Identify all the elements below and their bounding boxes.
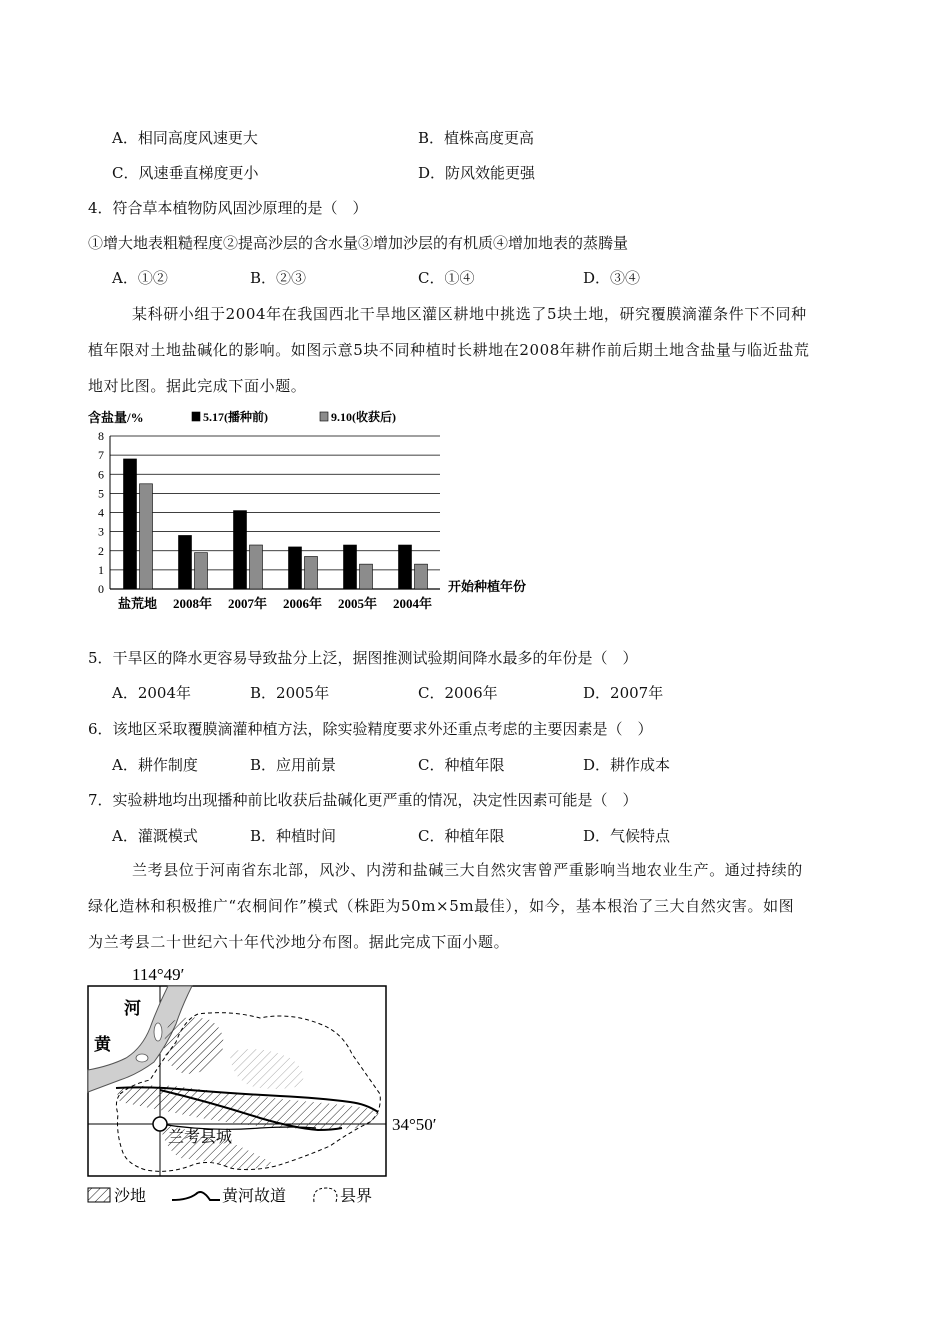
river-label-1: 河 [124,999,141,1018]
q7-option-c: C．种植年限 [418,827,505,845]
q4-stem: 4．符合草本植物防风固沙原理的是（ ） [88,199,368,217]
bar-after-harvest [360,564,373,589]
y-tick-label: 5 [98,486,104,501]
legend-channel-swatch [172,1192,220,1200]
passage-3-line-1: 兰考县位于河南省东北部，风沙、内涝和盐碱三大自然灾害曾严重影响当地农业生产。通过持续的 [132,861,803,879]
legend-swatch [320,412,328,421]
bar-before-sowing [344,545,357,589]
q4-option-d: D．③④ [583,269,641,287]
y-tick-label: 2 [98,543,104,558]
y-tick-label: 3 [98,524,104,539]
x-axis-label: 开始种植年份 [448,579,527,594]
legend-label: 9.10(收获后) [331,410,396,424]
q6-option-a: A．耕作制度 [112,756,198,774]
y-axis-label: 含盐量/% [88,410,144,425]
bar-before-sowing [124,459,137,589]
q6-option-d: D．耕作成本 [583,756,671,774]
longitude-label: 114°49′ [132,965,185,984]
x-tick-label: 2007年 [227,596,268,611]
bar-after-harvest [140,484,153,589]
sand-area-light [230,1049,303,1089]
y-tick-label: 0 [98,582,104,596]
bar-before-sowing [399,545,412,589]
river-island [136,1054,148,1062]
city-label: 兰考县城 [168,1129,233,1146]
bar-before-sowing [289,547,302,589]
q7-stem: 7．实验耕地均出现播种前比收获后盐碱化更严重的情况，决定性因素可能是（ ） [88,791,638,809]
bar-before-sowing [234,511,247,589]
bar-after-harvest [415,564,428,589]
city-marker [153,1117,167,1131]
q7-option-d: D．气候特点 [583,827,671,845]
passage-3-line-2: 绿化造林和积极推广“农桐间作”模式（株距为50m×5m最佳），如今，基本根治了三大自然灾害。如图 [88,897,795,915]
river-label-2: 黄 [94,1035,111,1054]
q3-option-b: B．植株高度更高 [418,129,535,147]
q4-option-b: B．②③ [250,269,307,287]
q4-option-c: C．①④ [418,269,475,287]
legend-sand-label: 沙地 [114,1188,147,1205]
passage-3-line-3: 为兰考县二十世纪六十年代沙地分布图。据此完成下面小题。 [88,933,510,951]
q7-option-a: A．灌溉模式 [112,827,198,845]
x-tick-label: 盐荒地 [117,596,158,611]
q6-option-c: C．种植年限 [418,756,505,774]
y-tick-label: 4 [98,505,104,520]
passage-3 [88,852,863,960]
river-island [154,1023,162,1041]
q4-option-a: A．①② [112,269,168,287]
q3-option-d: D．防风效能更强 [418,164,536,182]
bar-after-harvest [250,545,263,589]
q5-stem: 5．干旱区的降水更容易导致盐分上泛，据图推测试验期间降水最多的年份是（ ） [88,649,638,667]
x-tick-label: 2008年 [172,596,213,611]
y-tick-label: 7 [98,448,104,463]
passage-2 [88,296,863,404]
bar-after-harvest [305,556,318,589]
y-tick-label: 8 [98,429,104,443]
q3-option-c: C．风速垂直梯度更小 [112,164,259,182]
lankao-sand-map [80,962,460,1212]
passage-2-line-3: 地对比图。据此完成下面小题。 [88,377,307,395]
q7-option-b: B．种植时间 [250,827,337,845]
q6-stem: 6．该地区采取覆膜滴灌种植方法，除实验精度要求外还重点考虑的主要因素是（ ） [88,720,653,738]
x-tick-label: 2004年 [392,596,433,611]
x-tick-label: 2005年 [337,596,378,611]
q3-option-a: A．相同高度风速更大 [112,129,258,147]
q4-statements: ①增大地表粗糙程度②提高沙层的含水量③增加沙层的有机质④增加地表的蒸腾量 [88,234,629,252]
legend-boundary-swatch [314,1188,337,1202]
latitude-label: 34°50′ [392,1115,437,1134]
q5-option-d: D．2007年 [583,684,664,702]
q6-option-b: B．应用前景 [250,756,337,774]
bar-before-sowing [179,535,192,589]
sand-area-north [164,1017,223,1074]
q5-option-c: C．2006年 [418,684,498,702]
bar-after-harvest [195,553,208,589]
x-tick-label: 2006年 [282,596,323,611]
y-tick-label: 6 [98,467,104,482]
y-tick-label: 1 [98,562,104,577]
legend-channel-label: 黄河故道 [222,1188,287,1205]
q5-option-b: B．2005年 [250,684,330,702]
legend-boundary-label: 县界 [340,1188,373,1205]
legend-swatch [192,412,200,421]
legend-label: 5.17(播种前) [203,410,268,424]
legend-sand-swatch [88,1188,110,1202]
passage-2-line-1: 某科研小组于2004年在我国西北干旱地区灌区耕地中挑选了5块土地，研究覆膜滴灌条件下不同种 [132,305,807,323]
q5-option-a: A．2004年 [112,684,192,702]
passage-2-line-2: 植年限对土地盐碱化的影响。如图示意5块不同种植时长耕地在2008年耕作前后期土地含盐量与临近盐荒 [88,341,810,359]
salt-content-bar-chart [80,402,550,617]
